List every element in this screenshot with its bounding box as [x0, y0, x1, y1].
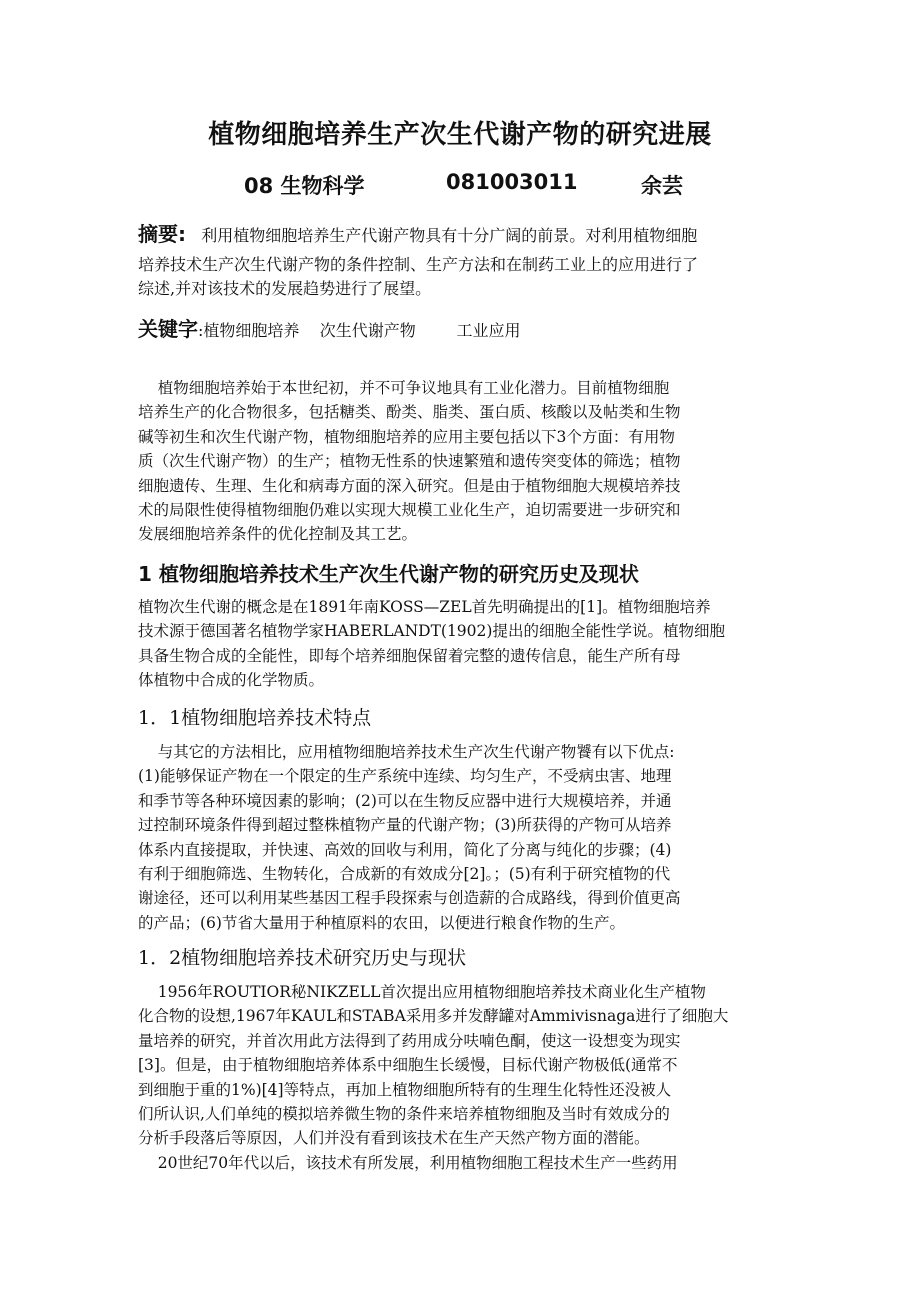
- author-class: 08 生物科学: [244, 174, 365, 198]
- author-name: 余芸: [641, 174, 683, 198]
- text-line: 1956年ROUTIOR秘NIKZELL首次提出应用植物细胞培养技术商业化生产植物: [138, 983, 706, 1001]
- text-line: 具备生物合成的全能性，即每个培养细胞保留着完整的遗传信息，能生产所有母: [138, 646, 681, 665]
- text-line: 碱等初生和次生代谢产物，植物细胞培养的应用主要包括以下3个方面：有用物: [138, 427, 675, 446]
- text-line: 的产品；(6)节省大量用于种植原料的农田，以便进行粮食作物的生产。: [138, 913, 625, 932]
- section-1-body: [138, 595, 788, 693]
- text-line: 有利于细胞筛选、生物转化，合成新的有效成分[2]。；(5)有利于研究植物的代: [138, 864, 671, 883]
- section-1-2-body: [138, 980, 788, 1175]
- abstract-line-2: 培养技术生产次生代谢产物的条件控制、生产方法和在制药工业上的应用进行了: [138, 254, 699, 274]
- text-line: 体系内直接提取，并快速、高效的回收与利用，简化了分离与纯化的步骤；(4): [138, 840, 672, 859]
- keywords: [138, 317, 788, 344]
- keyword-2: 次生代谢产物: [319, 321, 416, 340]
- keyword-1: 植物细胞培养: [203, 321, 300, 340]
- text-line: [3]。但是，由于植物细胞培养体系中细胞生长缓慢，目标代谢产物极低(通常不: [138, 1056, 678, 1075]
- author-line: [0, 170, 920, 204]
- text-line: 培养生产的化合物很多，包括糖类、酚类、脂类、蛋白质、核酸以及帖类和生物: [138, 403, 681, 422]
- section-1-1-body: [138, 740, 788, 935]
- text-line: 技术源于德国著名植物学家HABERLANDT(1902)提出的细胞全能性学说。植物细胞: [138, 622, 725, 641]
- text-line: 谢途径，还可以利用某些基因工程手段探索与创造薪的合成路线，得到价值更高: [138, 889, 681, 908]
- text-line: 发展细胞培养条件的优化控制及其工艺。: [138, 525, 418, 544]
- section-1-heading: 1 植物细胞培养技术生产次生代谢产物的研究历史及现状: [138, 562, 639, 586]
- text-line: 量培养的研究，并首次用此方法得到了药用成分呋喃色酮，使这一设想变为现实: [138, 1031, 681, 1050]
- text-line: 植物次生代谢的概念是在1891年南KOSS—ZEL首先明确提出的[1]。植物细胞培养: [138, 598, 711, 616]
- abstract-line-1: [138, 222, 788, 249]
- text-line: 过控制环境条件得到超过整株植物产量的代谢产物；(3)所获得的产物可从培养: [138, 816, 672, 835]
- text-line: 体植物中合成的化学物质。: [138, 671, 325, 690]
- text-line: 到细胞于重的1%)[4]等特点，再加上植物细胞所特有的生理生化特性还没被人: [138, 1080, 672, 1099]
- text-line: 和季节等各种环境因素的影响；(2)可以在生物反应器中进行大规模培养，并通: [138, 791, 672, 810]
- abstract-label: 摘要:: [138, 222, 186, 246]
- keywords-colon: :: [198, 321, 204, 340]
- text-line: 分析手段落后等原因，人们并没有看到该技术在生产天然产物方面的潜能。: [138, 1129, 650, 1148]
- abstract-line-3: 综述,并对该技术的发展趋势进行了展望。: [138, 279, 432, 298]
- abstract-text: 利用植物细胞培养生产代谢产物具有十分广阔的前景。对利用植物细胞: [201, 226, 698, 245]
- author-id: 081003011: [446, 170, 578, 194]
- text-line: 术的局限性使得植物细胞仍难以实现大规模工业化生产，迫切需要进一步研究和: [138, 500, 681, 519]
- text-line: (1)能够保证产物在一个限定的生产系统中连续、均匀生产，不受病虫害、地理: [138, 767, 672, 786]
- text-line: 细胞遗传、生理、生化和病毒方面的深入研究。但是由于植物细胞大规模培养技: [138, 476, 681, 495]
- keyword-3: 工业应用: [456, 321, 521, 340]
- text-line: 与其它的方法相比，应用植物细胞培养技术生产次生代谢产物饕有以下优点:: [138, 743, 675, 761]
- abstract: [138, 222, 788, 302]
- keywords-label: 关键字: [138, 317, 198, 341]
- paper-title: 植物细胞培养生产次生代谢产物的研究进展: [208, 120, 712, 150]
- text-line: 植物细胞培养始于本世纪初，并不可争议地具有工业化潜力。目前植物细胞: [138, 379, 670, 397]
- text-line: 们所认识,人们单纯的模拟培养微生物的条件来培养植物细胞及当时有效成分的: [138, 1104, 670, 1123]
- intro-paragraph: [138, 376, 788, 547]
- text-line: 质（次生代谢产物）的生产；植物无性系的快速繁殖和遗传突变体的筛选；植物: [138, 452, 681, 471]
- section-1-2-heading: 1．2植物细胞培养技术研究历史与现状: [138, 947, 467, 969]
- text-line: 化合物的设想,1967年KAUL和STABA采用多并发酵罐对Ammivisnaga进行了细胞大: [138, 1007, 729, 1026]
- text-line: 20世纪70年代以后，该技术有所发展，利用植物细胞工程技术生产一些药用: [138, 1153, 678, 1172]
- section-1-1-heading: 1．1植物细胞培养技术特点: [138, 707, 372, 729]
